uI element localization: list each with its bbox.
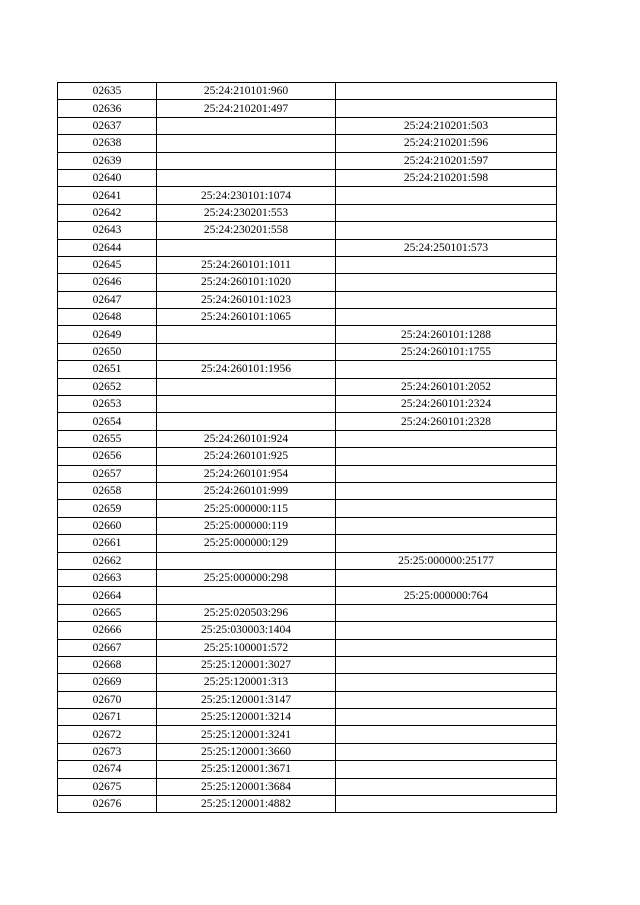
row-number-cell: 02664 <box>58 587 157 604</box>
cadastral-number-cell <box>157 396 336 413</box>
cadastral-number-alt-cell: 25:24:260101:2052 <box>336 378 557 395</box>
table-row <box>58 152 557 169</box>
row-number-cell: 02646 <box>58 274 157 291</box>
table-row <box>58 482 557 499</box>
cadastral-number-cell <box>157 135 336 152</box>
table-row <box>58 448 557 465</box>
table-row <box>58 291 557 308</box>
table-row <box>58 691 557 708</box>
cadastral-number-cell <box>157 378 336 395</box>
table-row <box>58 761 557 778</box>
cadastral-number-cell <box>157 552 336 569</box>
table-row <box>58 622 557 639</box>
cadastral-number-cell <box>157 413 336 430</box>
table-row <box>58 204 557 221</box>
cadastral-number-alt-cell <box>336 222 557 239</box>
table-row <box>58 361 557 378</box>
table-row <box>58 517 557 534</box>
cadastral-number-alt-cell <box>336 778 557 795</box>
row-number-cell: 02636 <box>58 100 157 117</box>
row-number-cell: 02654 <box>58 413 157 430</box>
cadastral-number-alt-cell <box>336 691 557 708</box>
cadastral-number-cell <box>157 239 336 256</box>
table-row <box>58 169 557 186</box>
cadastral-number-alt-cell: 25:24:210201:598 <box>336 169 557 186</box>
cadastral-number-alt-cell <box>336 204 557 221</box>
row-number-cell: 02663 <box>58 569 157 586</box>
row-number-cell: 02660 <box>58 517 157 534</box>
cadastral-number-alt-cell <box>336 604 557 621</box>
cadastral-number-cell: 25:24:260101:1020 <box>157 274 336 291</box>
row-number-cell: 02670 <box>58 691 157 708</box>
table-row <box>58 656 557 673</box>
cadastral-number-alt-cell <box>336 622 557 639</box>
table-row <box>58 117 557 134</box>
cadastral-number-alt-cell: 25:24:260101:2328 <box>336 413 557 430</box>
cadastral-number-cell: 25:24:260101:954 <box>157 465 336 482</box>
cadastral-number-alt-cell <box>336 569 557 586</box>
table-row <box>58 256 557 273</box>
data-table <box>57 82 557 813</box>
row-number-cell: 02672 <box>58 726 157 743</box>
cadastral-number-cell <box>157 587 336 604</box>
cadastral-number-cell: 25:25:000000:119 <box>157 517 336 534</box>
cadastral-number-cell <box>157 169 336 186</box>
table-row <box>58 552 557 569</box>
row-number-cell: 02661 <box>58 535 157 552</box>
cadastral-number-alt-cell <box>336 726 557 743</box>
row-number-cell: 02666 <box>58 622 157 639</box>
row-number-cell: 02652 <box>58 378 157 395</box>
row-number-cell: 02656 <box>58 448 157 465</box>
table-row <box>58 135 557 152</box>
table-row <box>58 430 557 447</box>
cadastral-number-cell: 25:25:000000:298 <box>157 569 336 586</box>
cadastral-number-alt-cell <box>336 517 557 534</box>
row-number-cell: 02644 <box>58 239 157 256</box>
row-number-cell: 02659 <box>58 500 157 517</box>
row-number-cell: 02641 <box>58 187 157 204</box>
row-number-cell: 02643 <box>58 222 157 239</box>
cadastral-number-alt-cell: 25:25:000000:764 <box>336 587 557 604</box>
cadastral-number-alt-cell <box>336 274 557 291</box>
cadastral-number-cell: 25:25:120001:3684 <box>157 778 336 795</box>
cadastral-number-alt-cell <box>336 430 557 447</box>
cadastral-number-alt-cell <box>336 309 557 326</box>
cadastral-number-cell: 25:24:260101:1023 <box>157 291 336 308</box>
table-row <box>58 378 557 395</box>
cadastral-number-cell <box>157 326 336 343</box>
cadastral-number-cell: 25:24:260101:925 <box>157 448 336 465</box>
cadastral-number-cell <box>157 152 336 169</box>
cadastral-number-cell: 25:24:210101:960 <box>157 83 336 100</box>
cadastral-number-cell: 25:25:020503:296 <box>157 604 336 621</box>
table-row <box>58 500 557 517</box>
cadastral-number-alt-cell: 25:24:260101:2324 <box>336 396 557 413</box>
cadastral-number-alt-cell: 25:24:210201:596 <box>336 135 557 152</box>
table-row <box>58 100 557 117</box>
cadastral-number-cell: 25:25:120001:3241 <box>157 726 336 743</box>
table-row <box>58 796 557 813</box>
cadastral-number-cell: 25:25:000000:129 <box>157 535 336 552</box>
table-row <box>58 343 557 360</box>
cadastral-number-cell: 25:25:120001:3660 <box>157 743 336 760</box>
row-number-cell: 02675 <box>58 778 157 795</box>
cadastral-number-cell: 25:24:260101:999 <box>157 482 336 499</box>
cadastral-number-cell: 25:25:120001:4882 <box>157 796 336 813</box>
row-number-cell: 02637 <box>58 117 157 134</box>
table-row <box>58 222 557 239</box>
cadastral-number-cell: 25:24:230101:1074 <box>157 187 336 204</box>
row-number-cell: 02638 <box>58 135 157 152</box>
table-row <box>58 743 557 760</box>
cadastral-number-cell: 25:25:100001:572 <box>157 639 336 656</box>
row-number-cell: 02676 <box>58 796 157 813</box>
cadastral-number-alt-cell: 25:25:000000:25177 <box>336 552 557 569</box>
cadastral-number-cell: 25:24:260101:1065 <box>157 309 336 326</box>
row-number-cell: 02655 <box>58 430 157 447</box>
cadastral-number-alt-cell: 25:24:260101:1755 <box>336 343 557 360</box>
row-number-cell: 02667 <box>58 639 157 656</box>
cadastral-number-alt-cell <box>336 361 557 378</box>
row-number-cell: 02657 <box>58 465 157 482</box>
cadastral-number-alt-cell <box>336 639 557 656</box>
table-row <box>58 187 557 204</box>
row-number-cell: 02674 <box>58 761 157 778</box>
table-row <box>58 413 557 430</box>
table-row <box>58 83 557 100</box>
table-row <box>58 326 557 343</box>
table-row <box>58 726 557 743</box>
cadastral-number-alt-cell <box>336 796 557 813</box>
cadastral-number-cell: 25:25:000000:115 <box>157 500 336 517</box>
table-body <box>58 83 557 813</box>
row-number-cell: 02640 <box>58 169 157 186</box>
cadastral-number-cell: 25:24:230201:553 <box>157 204 336 221</box>
table-row <box>58 309 557 326</box>
cadastral-number-alt-cell <box>336 100 557 117</box>
cadastral-number-cell: 25:25:120001:3027 <box>157 656 336 673</box>
table-row <box>58 535 557 552</box>
cadastral-number-alt-cell: 25:24:260101:1288 <box>336 326 557 343</box>
cadastral-number-alt-cell <box>336 291 557 308</box>
row-number-cell: 02651 <box>58 361 157 378</box>
cadastral-number-cell: 25:25:120001:3214 <box>157 709 336 726</box>
row-number-cell: 02653 <box>58 396 157 413</box>
cadastral-number-alt-cell <box>336 256 557 273</box>
cadastral-number-alt-cell <box>336 187 557 204</box>
cadastral-number-alt-cell <box>336 761 557 778</box>
cadastral-number-cell: 25:25:120001:313 <box>157 674 336 691</box>
row-number-cell: 02662 <box>58 552 157 569</box>
table-row <box>58 274 557 291</box>
cadastral-number-cell: 25:25:120001:3671 <box>157 761 336 778</box>
row-number-cell: 02645 <box>58 256 157 273</box>
row-number-cell: 02649 <box>58 326 157 343</box>
cadastral-number-alt-cell <box>336 709 557 726</box>
table-row <box>58 674 557 691</box>
cadastral-number-cell: 25:24:260101:1956 <box>157 361 336 378</box>
table-row <box>58 396 557 413</box>
table-row <box>58 639 557 656</box>
cadastral-number-cell: 25:24:230201:558 <box>157 222 336 239</box>
table-row <box>58 778 557 795</box>
cadastral-number-alt-cell <box>336 465 557 482</box>
table-row <box>58 604 557 621</box>
cadastral-number-alt-cell: 25:24:210201:503 <box>336 117 557 134</box>
row-number-cell: 02648 <box>58 309 157 326</box>
cadastral-number-alt-cell <box>336 500 557 517</box>
row-number-cell: 02650 <box>58 343 157 360</box>
cadastral-number-alt-cell <box>336 535 557 552</box>
table-row <box>58 569 557 586</box>
row-number-cell: 02668 <box>58 656 157 673</box>
cadastral-number-alt-cell: 25:24:210201:597 <box>336 152 557 169</box>
cadastral-number-cell: 25:25:030003:1404 <box>157 622 336 639</box>
table-row <box>58 239 557 256</box>
cadastral-number-cell: 25:25:120001:3147 <box>157 691 336 708</box>
row-number-cell: 02669 <box>58 674 157 691</box>
row-number-cell: 02642 <box>58 204 157 221</box>
row-number-cell: 02671 <box>58 709 157 726</box>
cadastral-number-alt-cell <box>336 448 557 465</box>
cadastral-number-alt-cell <box>336 674 557 691</box>
cadastral-number-alt-cell <box>336 656 557 673</box>
row-number-cell: 02639 <box>58 152 157 169</box>
table-row <box>58 709 557 726</box>
cadastral-number-alt-cell <box>336 83 557 100</box>
row-number-cell: 02665 <box>58 604 157 621</box>
table-row <box>58 587 557 604</box>
cadastral-number-cell: 25:24:260101:924 <box>157 430 336 447</box>
row-number-cell: 02647 <box>58 291 157 308</box>
row-number-cell: 02635 <box>58 83 157 100</box>
cadastral-number-cell: 25:24:210201:497 <box>157 100 336 117</box>
row-number-cell: 02673 <box>58 743 157 760</box>
table-row <box>58 465 557 482</box>
cadastral-number-alt-cell <box>336 743 557 760</box>
cadastral-number-cell <box>157 117 336 134</box>
cadastral-number-cell <box>157 343 336 360</box>
cadastral-number-cell: 25:24:260101:1011 <box>157 256 336 273</box>
row-number-cell: 02658 <box>58 482 157 499</box>
cadastral-number-alt-cell: 25:24:250101:573 <box>336 239 557 256</box>
cadastral-number-alt-cell <box>336 482 557 499</box>
